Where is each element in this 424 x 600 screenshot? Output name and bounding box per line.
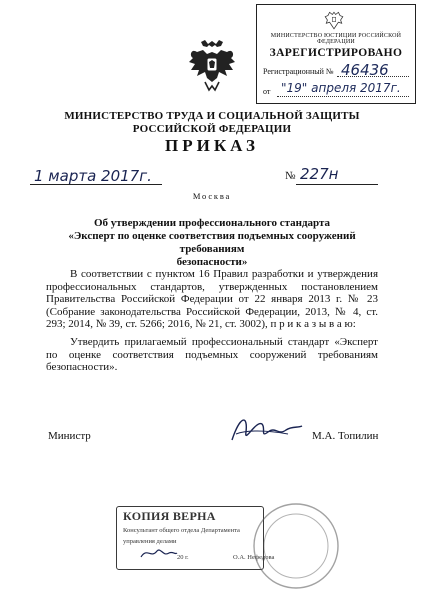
round-seal-icon [250,500,342,592]
body-paragraph-1: В соответствии с пунктом 16 Правил разработки и утверждения профессиональных стандартов, утвержденных постановлением Правительства Российской Федерации от 22 января 2013 г. № 23 (Собрание законодательства Российской Федерации, 2013, № 4, ст. 293; 2014, № 39, ст. 5266; 2016, № 21, ст. 3002), п р и к а з ы в а ю: [46,268,378,330]
copy-stamp-year: 20 г. [177,554,189,561]
double-headed-eagle-icon [187,38,237,94]
order-number-prefix: № [285,170,296,182]
stamp-status: ЗАРЕГИСТРИРОВАНО [269,47,403,59]
eagle-emblem-icon [323,9,345,31]
subject-line1: Об утверждении профессионального стандарта [93,217,331,229]
stamp-number-label: Регистрационный № [263,67,334,76]
copy-stamp-line1: Консультант общего отдела Департамента [123,527,240,534]
number-underline [296,184,378,185]
signature-icon [226,410,306,452]
order-date: 1 марта 2017г. [34,167,152,185]
ministry-title-line2: РОССИЙСКОЙ ФЕДЕРАЦИИ [132,123,292,135]
subject-line2: «Эксперт по оценке соответствия подъемных сооружений требованиям [68,230,356,255]
stamp-number: 46436 [341,61,389,79]
ministry-title [0,110,424,136]
stamp-ministry: МИНИСТЕРСТВО ЮСТИЦИИ РОССИЙСКОЙ ФЕДЕРАЦИИ [270,33,402,45]
copy-certified-stamp [116,506,275,570]
copy-stamp-line2: управления делами [123,538,177,545]
subject-line3: безопасности» [176,256,248,268]
body-paragraph-2: Утвердить прилагаемый профессиональный стандарт «Эксперт по оценке соответствия подъемных сооружений требованиям безопасности». [46,336,378,373]
city: Москва [192,191,232,201]
order-number: 227н [300,165,339,183]
signer-position: Министр [48,430,91,442]
order-title: ПРИКАЗ [165,136,259,155]
signer-name: М.А. Топилин [312,430,379,442]
stamp-date-label: от [263,87,271,96]
copy-stamp-signer: О.А. Нефедова [233,554,275,561]
copy-stamp-title: КОПИЯ ВЕРНА [123,509,216,523]
copy-signature-icon [139,543,179,563]
order-subject [40,217,384,269]
date-underline [30,184,162,185]
registration-stamp [256,4,416,104]
stamp-date: "19" апреля 2017г. [281,81,401,95]
ministry-title-line1: МИНИСТЕРСТВО ТРУДА И СОЦИАЛЬНОЙ ЗАЩИТЫ [64,110,360,122]
